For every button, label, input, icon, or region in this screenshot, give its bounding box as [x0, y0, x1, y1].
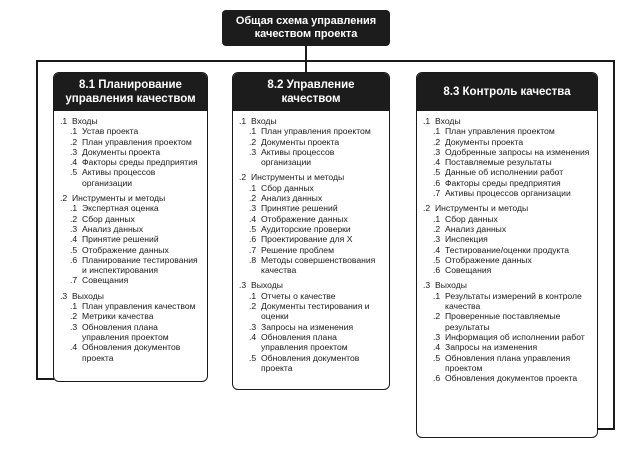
item-number: .1	[433, 290, 441, 301]
section-number: .3	[60, 290, 68, 301]
item-text: Данные об исполнении работ	[445, 167, 564, 178]
item-text: Обновления плана управления проектом	[261, 331, 348, 353]
item-number: .6	[70, 254, 78, 265]
item-text: Активы процессов организации	[261, 146, 335, 168]
list-item	[60, 157, 203, 167]
item-number: .5	[433, 254, 441, 265]
item-text: План управления проектом	[261, 126, 371, 137]
item-text: Документы проекта	[445, 136, 524, 147]
list-item	[423, 188, 593, 198]
item-number: .5	[433, 352, 441, 363]
item-text: Отображение данных	[445, 254, 532, 265]
list-item	[60, 137, 203, 147]
item-number: .1	[249, 126, 257, 137]
process-body	[233, 111, 389, 373]
item-text: Сбор данных	[261, 182, 314, 193]
item-number: .4	[249, 331, 257, 342]
process-title: 8.2 Управление	[267, 79, 355, 91]
list-item	[239, 245, 385, 255]
diagram-title-line2: качеством проекта	[254, 28, 358, 40]
list-item	[60, 311, 203, 321]
section-label: Инструменты и методы	[72, 193, 166, 204]
list-item	[423, 311, 593, 332]
item-text: Отображение данных	[261, 213, 348, 224]
list-item	[60, 203, 203, 213]
process-section	[423, 203, 593, 275]
process-header	[417, 73, 597, 111]
section-title	[423, 280, 593, 290]
list-item	[239, 193, 385, 203]
item-number: .3	[249, 321, 257, 332]
list-item	[423, 157, 593, 167]
item-number: .6	[249, 234, 257, 245]
process-section	[60, 116, 203, 188]
section-label: Входы	[435, 116, 461, 126]
item-number: .6	[433, 265, 441, 276]
list-item	[423, 147, 593, 157]
item-text: Анализ данных	[445, 223, 507, 234]
item-number: .2	[433, 136, 441, 147]
item-number: .1	[433, 213, 441, 224]
item-text: Обновления документов проекта	[261, 352, 360, 373]
list-item	[423, 234, 593, 244]
item-number: .2	[433, 311, 441, 322]
process-section	[239, 280, 385, 373]
item-text: План управления качеством	[82, 301, 196, 312]
item-number: .5	[433, 167, 441, 178]
section-title	[60, 193, 203, 203]
item-text: План управления проектом	[445, 126, 555, 137]
item-number: .3	[433, 146, 441, 157]
item-text: Метрики качества	[82, 311, 154, 322]
item-text: Анализ данных	[261, 193, 323, 204]
item-text: Обновления документов проекта	[82, 342, 181, 363]
item-number: .3	[70, 223, 78, 234]
process-title: управления качеством	[65, 93, 196, 105]
item-number: .4	[70, 234, 78, 245]
item-text: Информация об исполнении работ	[445, 331, 585, 342]
list-item	[423, 342, 593, 352]
section-number: .1	[60, 116, 68, 126]
item-text: Проектирование для X	[261, 234, 353, 245]
item-number: .4	[70, 157, 78, 168]
item-number: .2	[70, 213, 78, 224]
list-item	[423, 373, 593, 383]
item-number: .1	[70, 203, 78, 214]
item-text: Устав проекта	[82, 126, 139, 137]
diagram-title-box	[222, 10, 390, 46]
section-label: Входы	[251, 116, 277, 126]
item-text: Запросы на изменения	[261, 321, 354, 332]
item-number: .7	[249, 244, 257, 255]
process-body	[54, 111, 207, 363]
list-item	[239, 301, 385, 322]
list-item	[60, 255, 203, 276]
list-item	[239, 332, 385, 353]
section-number: .1	[423, 116, 431, 126]
list-item	[239, 322, 385, 332]
process-section	[423, 116, 593, 198]
section-label: Инструменты и методы	[435, 203, 529, 214]
item-number: .1	[249, 182, 257, 193]
list-item	[239, 255, 385, 276]
list-item	[60, 245, 203, 255]
process-box-plan-quality	[53, 72, 208, 382]
list-item	[60, 147, 203, 157]
item-number: .2	[249, 301, 257, 312]
section-title	[239, 280, 385, 290]
item-number: .2	[70, 136, 78, 147]
item-number: .7	[433, 188, 441, 199]
item-number: .4	[70, 342, 78, 353]
list-item	[60, 224, 203, 234]
list-item	[423, 291, 593, 312]
item-number: .4	[433, 157, 441, 168]
item-text: Анализ данных	[82, 223, 144, 234]
list-item	[423, 245, 593, 255]
section-label: Инструменты и методы	[251, 172, 345, 183]
item-text: Обновления плана управления проектом	[82, 321, 169, 342]
section-label: Входы	[72, 116, 98, 126]
process-section	[239, 116, 385, 167]
list-item	[60, 301, 203, 311]
section-number: .2	[423, 203, 431, 214]
list-item	[239, 203, 385, 213]
item-text: Результаты измерений в контроле качества	[445, 290, 582, 312]
process-section	[239, 172, 385, 275]
item-number: .5	[70, 167, 78, 178]
process-section	[423, 280, 593, 383]
process-header	[54, 73, 207, 111]
list-item	[60, 275, 203, 285]
item-text: Активы процессов организации	[445, 188, 571, 199]
item-text: Проверенные поставляемые результаты	[445, 311, 561, 332]
connector-horizontal	[36, 60, 614, 62]
item-text: Отчеты о качестве	[261, 290, 336, 301]
connector-right-drop	[613, 60, 615, 430]
list-item	[239, 147, 385, 168]
list-item	[60, 126, 203, 136]
item-number: .3	[249, 146, 257, 157]
list-item	[423, 214, 593, 224]
item-number: .6	[433, 373, 441, 384]
item-number: .4	[433, 244, 441, 255]
list-item	[423, 126, 593, 136]
list-item	[423, 224, 593, 234]
section-label: Выходы	[435, 280, 467, 291]
section-title	[239, 116, 385, 126]
item-number: .5	[249, 223, 257, 234]
section-number: .3	[239, 280, 247, 291]
item-number: .3	[249, 203, 257, 214]
process-title: качеством	[281, 93, 341, 105]
process-box-control-quality	[416, 72, 598, 438]
section-title	[60, 291, 203, 301]
list-item	[423, 265, 593, 275]
list-item	[423, 137, 593, 147]
item-text: Запросы на изменения	[445, 342, 538, 353]
item-number: .4	[249, 213, 257, 224]
section-title	[239, 172, 385, 182]
item-text: Аудиторские проверки	[261, 223, 351, 234]
item-number: .1	[249, 290, 257, 301]
item-number: .1	[70, 301, 78, 312]
item-text: Одобренные запросы на изменения	[445, 146, 590, 157]
item-text: Обновления плана управления проектом	[445, 352, 571, 373]
item-number: .5	[70, 244, 78, 255]
item-number: .1	[433, 126, 441, 137]
list-item	[239, 224, 385, 234]
connector-left-drop	[36, 60, 38, 380]
section-label: Выходы	[72, 290, 104, 301]
process-title: 8.3 Контроль качества	[443, 86, 571, 98]
list-item	[239, 291, 385, 301]
process-title: 8.1 Планирование	[79, 79, 182, 91]
item-number: .5	[249, 352, 257, 363]
item-text: Сбор данных	[445, 213, 498, 224]
item-number: .2	[433, 223, 441, 234]
item-text: Факторы среды предприятия	[82, 157, 198, 168]
list-item	[423, 332, 593, 342]
item-text: Документы проекта	[261, 136, 340, 147]
section-title	[423, 203, 593, 213]
item-number: .3	[433, 331, 441, 342]
item-text: Экспертная оценка	[82, 203, 159, 214]
item-text: Принятие решений	[82, 234, 159, 245]
list-item	[60, 167, 203, 188]
list-item	[60, 322, 203, 343]
list-item	[60, 234, 203, 244]
list-item	[239, 234, 385, 244]
list-item	[423, 167, 593, 177]
item-text: Совещания	[445, 265, 492, 276]
process-section	[60, 291, 203, 363]
item-number: .3	[70, 146, 78, 157]
item-number: .3	[433, 234, 441, 245]
connector-stem	[305, 46, 307, 60]
process-body	[417, 111, 597, 383]
item-text: План управления проектом	[82, 136, 192, 147]
connector-middle-drop	[305, 60, 307, 72]
item-text: Документы проекта	[82, 146, 161, 157]
item-text: Документы тестирования и оценки	[261, 301, 370, 322]
section-number: .3	[423, 280, 431, 291]
list-item	[423, 255, 593, 265]
section-title	[60, 116, 203, 126]
list-item	[423, 178, 593, 188]
item-number: .1	[70, 126, 78, 137]
item-text: Решение проблем	[261, 244, 334, 255]
item-text: Активы процессов организации	[82, 167, 156, 188]
list-item	[60, 342, 203, 363]
item-number: .3	[70, 321, 78, 332]
item-text: Отображение данных	[82, 244, 169, 255]
list-item	[239, 137, 385, 147]
item-number: .8	[249, 254, 257, 265]
list-item	[239, 183, 385, 193]
item-number: .2	[249, 136, 257, 147]
process-header	[233, 73, 389, 111]
item-text: Тестирование/оценки продукта	[445, 244, 569, 255]
item-number: .2	[70, 311, 78, 322]
item-text: Инспекция	[445, 234, 488, 245]
section-label: Выходы	[251, 280, 283, 291]
section-title	[423, 116, 593, 126]
item-text: Методы совершенствования качества	[261, 254, 376, 276]
item-text: Обновления документов проекта	[445, 373, 578, 384]
item-text: Поставляемые результаты	[445, 157, 552, 168]
item-text: Сбор данных	[82, 213, 135, 224]
item-text: Совещания	[82, 275, 129, 286]
item-text: Принятие решений	[261, 203, 338, 214]
list-item	[60, 214, 203, 224]
item-number: .7	[70, 275, 78, 286]
section-number: .2	[239, 172, 247, 183]
section-number: .1	[239, 116, 247, 126]
diagram-title-line1: Общая схема управления	[235, 15, 377, 27]
list-item	[239, 126, 385, 136]
section-number: .2	[60, 193, 68, 204]
item-number: .4	[433, 342, 441, 353]
item-number: .2	[249, 193, 257, 204]
connector-left-tick	[36, 378, 54, 380]
process-section	[60, 193, 203, 286]
item-text: Планирование тестирования и инспектирования	[82, 254, 198, 276]
item-number: .6	[433, 177, 441, 188]
item-text: Факторы среды предприятия	[445, 177, 561, 188]
connector-right-tick	[597, 428, 614, 430]
process-box-manage-quality	[232, 72, 390, 390]
list-item	[239, 214, 385, 224]
list-item	[239, 353, 385, 374]
list-item	[423, 353, 593, 374]
